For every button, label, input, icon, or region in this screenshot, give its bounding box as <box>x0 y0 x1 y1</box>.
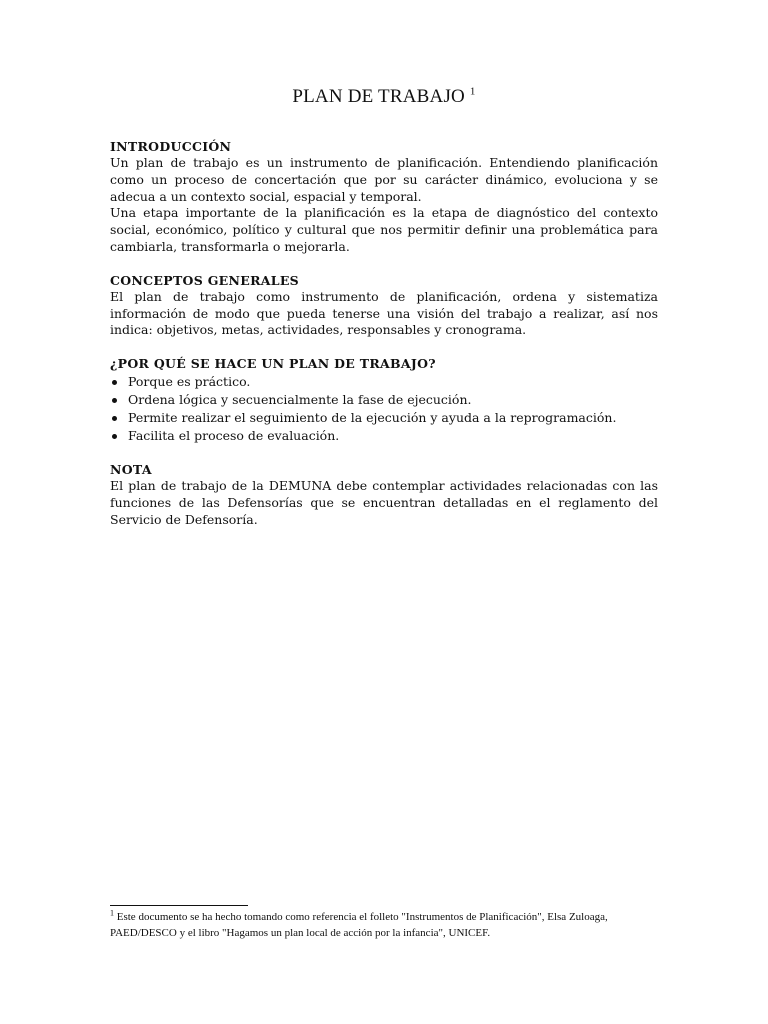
list-item-text: Permite realizar el seguimiento de la ejecución y ayuda a la reprogramación. <box>128 410 617 426</box>
title-footnote-marker: 1 <box>469 85 476 98</box>
page-title <box>110 86 658 108</box>
section-nota <box>110 461 658 528</box>
section-heading-introduccion: INTRODUCCIÓN <box>110 139 232 154</box>
document-body <box>110 86 658 545</box>
list-item <box>110 409 658 427</box>
conceptos-paragraph: El plan de trabajo como instrumento de planificación, ordena y sistematiza información de modo que pueda tenerse una visión del trabajo a realizar, así nos indica: objetivos, metas, actividades, responsables y cronograma. <box>110 288 658 338</box>
reasons-list <box>110 373 658 445</box>
list-item <box>110 427 658 445</box>
list-item <box>110 391 658 409</box>
section-conceptos-generales <box>110 272 658 339</box>
footnote <box>110 909 658 941</box>
page-title-text: PLAN DE TRABAJO <box>292 86 465 107</box>
list-item-text: Ordena lógica y secuencialmente la fase de ejecución. <box>128 392 472 408</box>
footnote-text: Este documento se ha hecho tomando como referencia el folleto "Instrumentos de Planificación", Elsa Zuloaga, PAED/DESCO y el libro "Hagamos un plan local de acción por la infancia", UNICEF. <box>110 911 608 939</box>
intro-paragraph-1: Un plan de trabajo es un instrumento de planificación. Entendiendo planificación como un proceso de concertación que por su carácter dinámico, evoluciona y se adecua a un contexto social, espacial y temporal. <box>110 155 658 204</box>
section-heading-conceptos: CONCEPTOS GENERALES <box>110 272 299 288</box>
section-por-que <box>110 355 658 445</box>
bullet-icon <box>112 434 117 439</box>
nota-paragraph: El plan de trabajo de la DEMUNA debe contemplar actividades relacionadas con las funciones de las Defensorías que se encuentran detalladas en el reglamento del Servicio de Defensoría. <box>110 478 658 527</box>
section-introduccion <box>110 138 658 256</box>
bullet-icon <box>112 380 117 385</box>
list-item-text: Facilita el proceso de evaluación. <box>128 428 340 444</box>
list-item <box>110 373 658 391</box>
section-heading-nota: NOTA <box>110 462 152 478</box>
intro-paragraph-2: Una etapa importante de la planificación es la etapa de diagnóstico del contexto social, económico, político y cultural que nos permitir definir una problemática para cambiarla, transformarla o mejorarla. <box>110 205 658 254</box>
footnote-marker: 1 <box>110 908 114 918</box>
footnote-separator <box>110 905 248 906</box>
section-heading-por-que: ¿POR QUÉ SE HACE UN PLAN DE TRABAJO? <box>110 356 436 372</box>
bullet-icon <box>112 398 117 403</box>
bullet-icon <box>112 416 117 421</box>
list-item-text: Porque es práctico. <box>128 374 251 390</box>
